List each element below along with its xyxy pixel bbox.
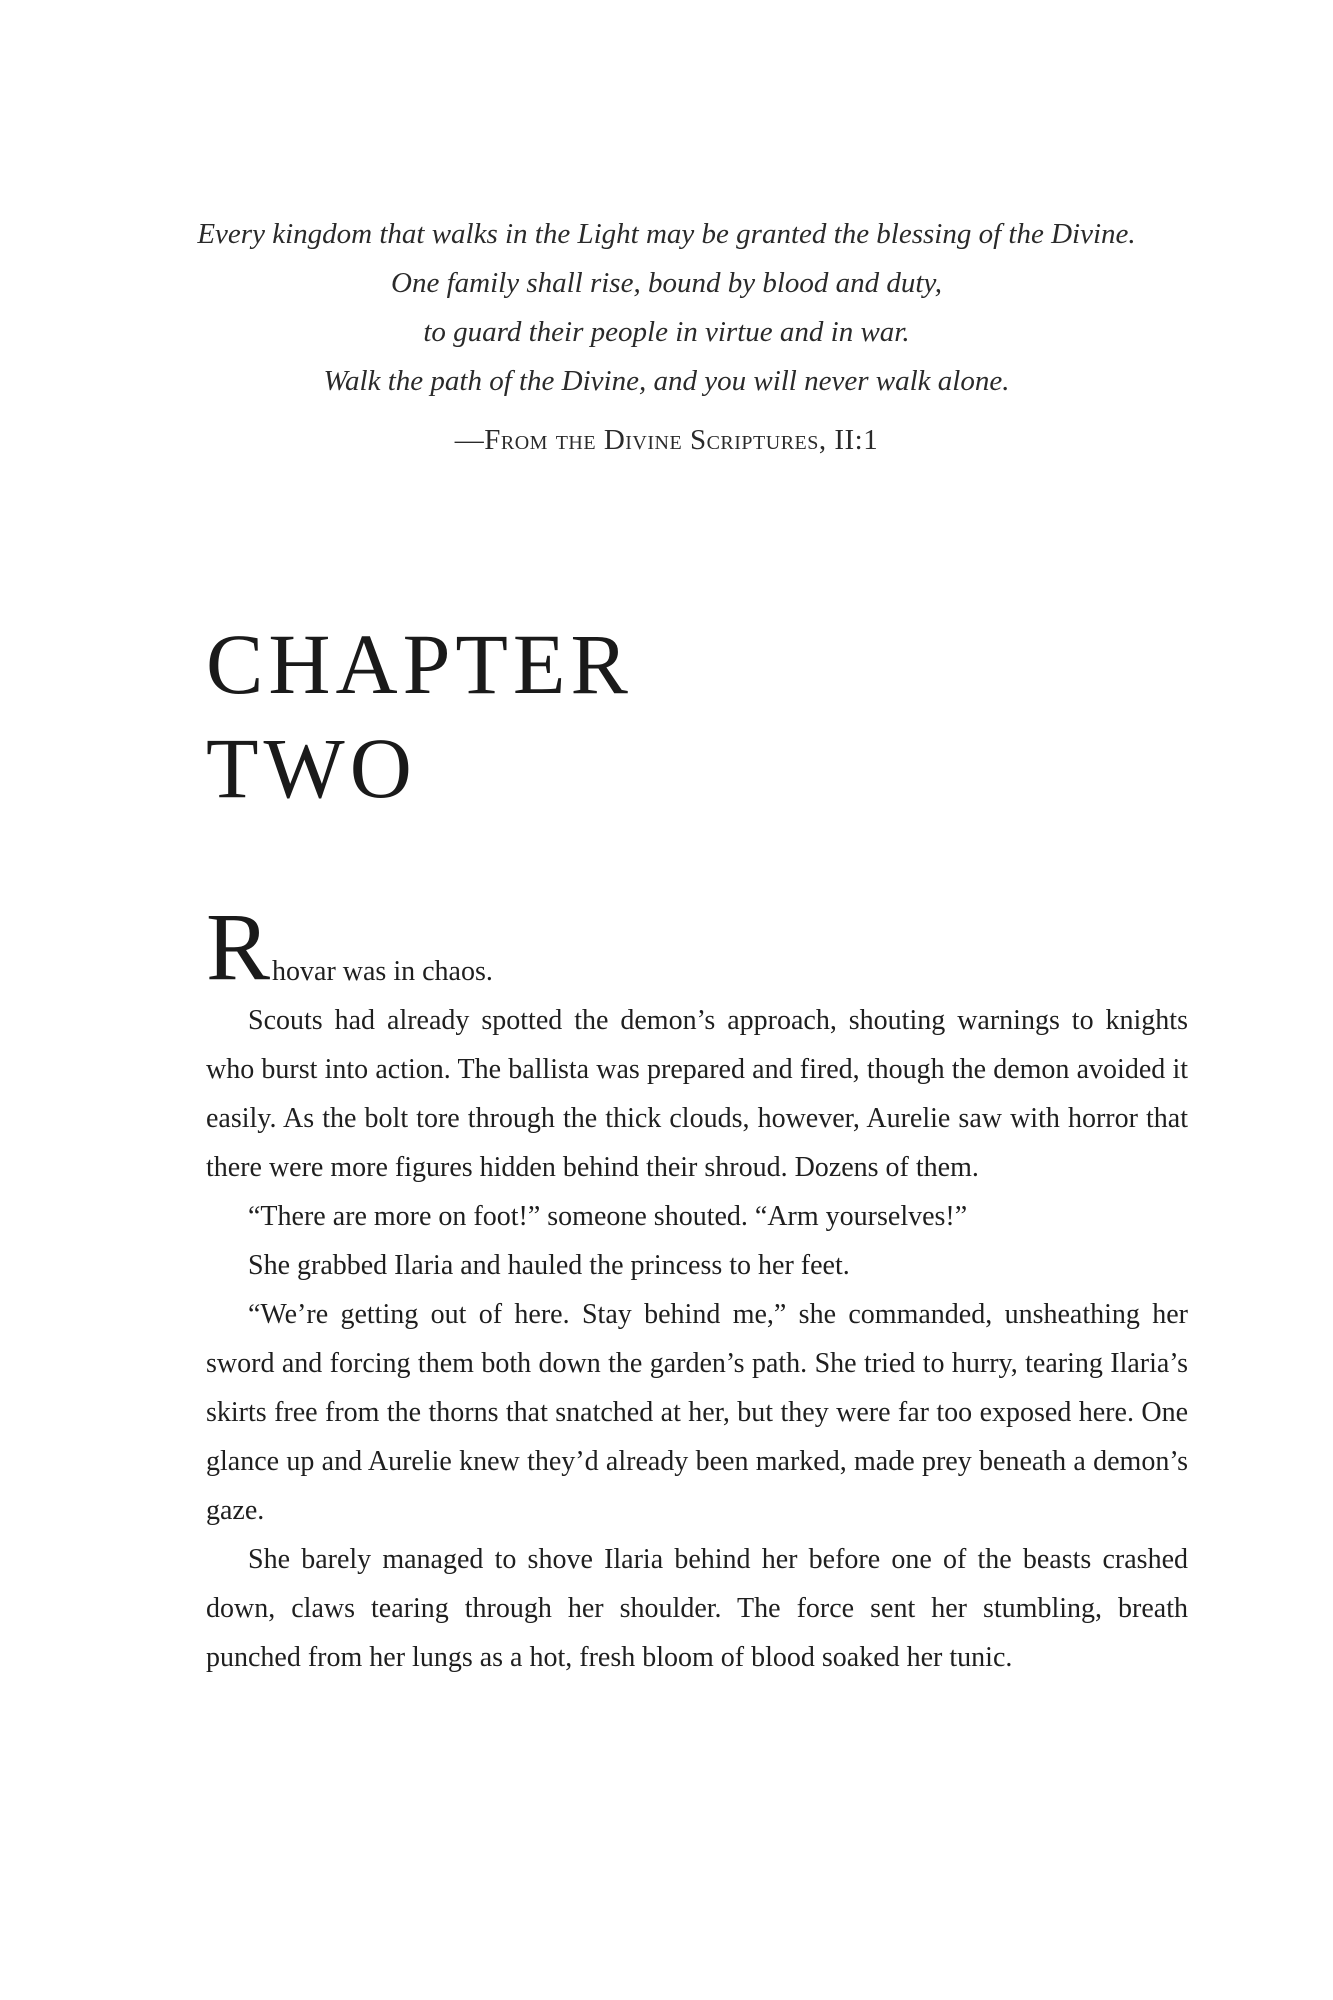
body-paragraph: She barely managed to shove Ilaria behind her before one of the beasts crashed down, claws tearing through her shoulder. The force sent her stumbling, breath punched from her lungs as a hot, fresh bloom of blood soaked her tunic.: [206, 1544, 1188, 1673]
body-paragraph: “We’re getting out of here. Stay behind me,” she commanded, unsheathing her sword and forcing them both down the garden’s path. She tried to hurry, tearing Ilaria’s skirts free from the thorns that snatched at her, but they were far too exposed here. One glance up and Aurelie knew they’d already been marked, made prey beneath a demon’s gaze.: [206, 1299, 1188, 1526]
opening-text: hovar was in chaos.: [272, 956, 493, 987]
drop-cap: R: [206, 893, 271, 1000]
chapter-title-line-2: TWO: [206, 720, 417, 816]
chapter-title: [206, 612, 633, 820]
chapter-title-line-1: CHAPTER: [206, 616, 633, 712]
body-paragraph: “There are more on foot!” someone shouted. “Arm yourselves!”: [248, 1201, 968, 1232]
epigraph-line: to guard their people in virtue and in war.: [423, 316, 910, 348]
chapter-body: [206, 895, 1188, 1682]
opening-paragraph: [206, 893, 1188, 1000]
epigraph-line: One family shall rise, bound by blood and duty,: [391, 267, 942, 299]
epigraph-line: Walk the path of the Divine, and you will never walk alone.: [323, 365, 1010, 397]
body-paragraph: Scouts had already spotted the demon’s approach, shouting warnings to knights who burst into action. The ballista was prepared and fired, though the demon avoided it easily. As the bolt tore through the thick clouds, however, Aurelie saw with horror that there were more figures hidden behind their shroud. Dozens of them.: [206, 1005, 1188, 1183]
epigraph-attribution: —From the Divine Scriptures, II:1: [454, 424, 879, 456]
body-paragraph: She grabbed Ilaria and hauled the princess to her feet.: [248, 1250, 850, 1281]
epigraph-line: Every kingdom that walks in the Light may be granted the blessing of the Divine.: [197, 218, 1136, 250]
epigraph: [0, 210, 1333, 460]
